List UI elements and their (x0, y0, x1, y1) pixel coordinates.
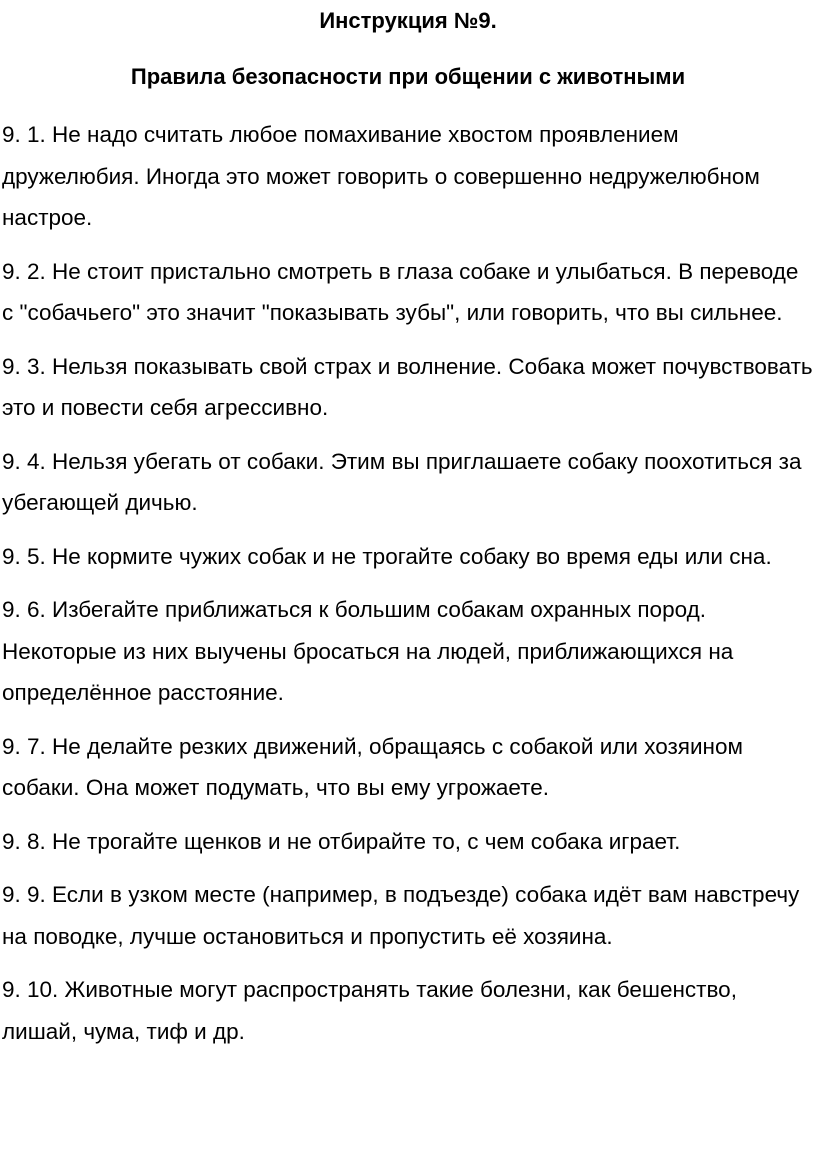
rule-item: 9. 9. Если в узком месте (например, в подъезде) собака идёт вам навстречу на поводке, лучше остановиться и пропустить её хозяина. (2, 882, 800, 949)
rules-list (2, 114, 814, 1064)
rule-item: 9. 5. Не кормите чужих собак и не трогайте собаку во время еды или сна. (2, 543, 772, 569)
rule-item: 9. 8. Не трогайте щенков и не отбирайте то, с чем собака играет. (2, 828, 681, 854)
rule-item: 9. 10. Животные могут распространять такие болезни, как бешенство, лишай, чума, тиф и др. (2, 977, 737, 1044)
document-subtitle: Правила безопасности при общении с животными (130, 64, 686, 89)
rule-item: 9. 4. Нельзя убегать от собаки. Этим вы приглашаете собаку поохотиться за убегающей дичью. (2, 448, 802, 515)
rule-item: 9. 2. Не стоит пристально смотреть в глаза собаке и улыбаться. В переводе с "собачьего" это значит "показывать зубы", или говорить, что вы сильнее. (2, 258, 799, 325)
document-title: Инструкция №9. (319, 8, 497, 33)
rule-item: 9. 6. Избегайте приближаться к большим собакам охранных пород. Некоторые из них выучены бросаться на людей, приближающихся на определённое расстояние. (2, 597, 734, 705)
rule-item: 9. 7. Не делайте резких движений, обращаясь с собакой или хозяином собаки. Она может подумать, что вы ему угрожаете. (2, 733, 743, 800)
rule-item: 9. 1. Не надо считать любое помахивание хвостом проявлением дружелюбия. Иногда это может говорить о совершенно недружелюбном настрое. (2, 122, 760, 230)
rule-item: 9. 3. Нельзя показывать свой страх и волнение. Собака может почувствовать это и повести себя агрессивно. (2, 353, 813, 420)
